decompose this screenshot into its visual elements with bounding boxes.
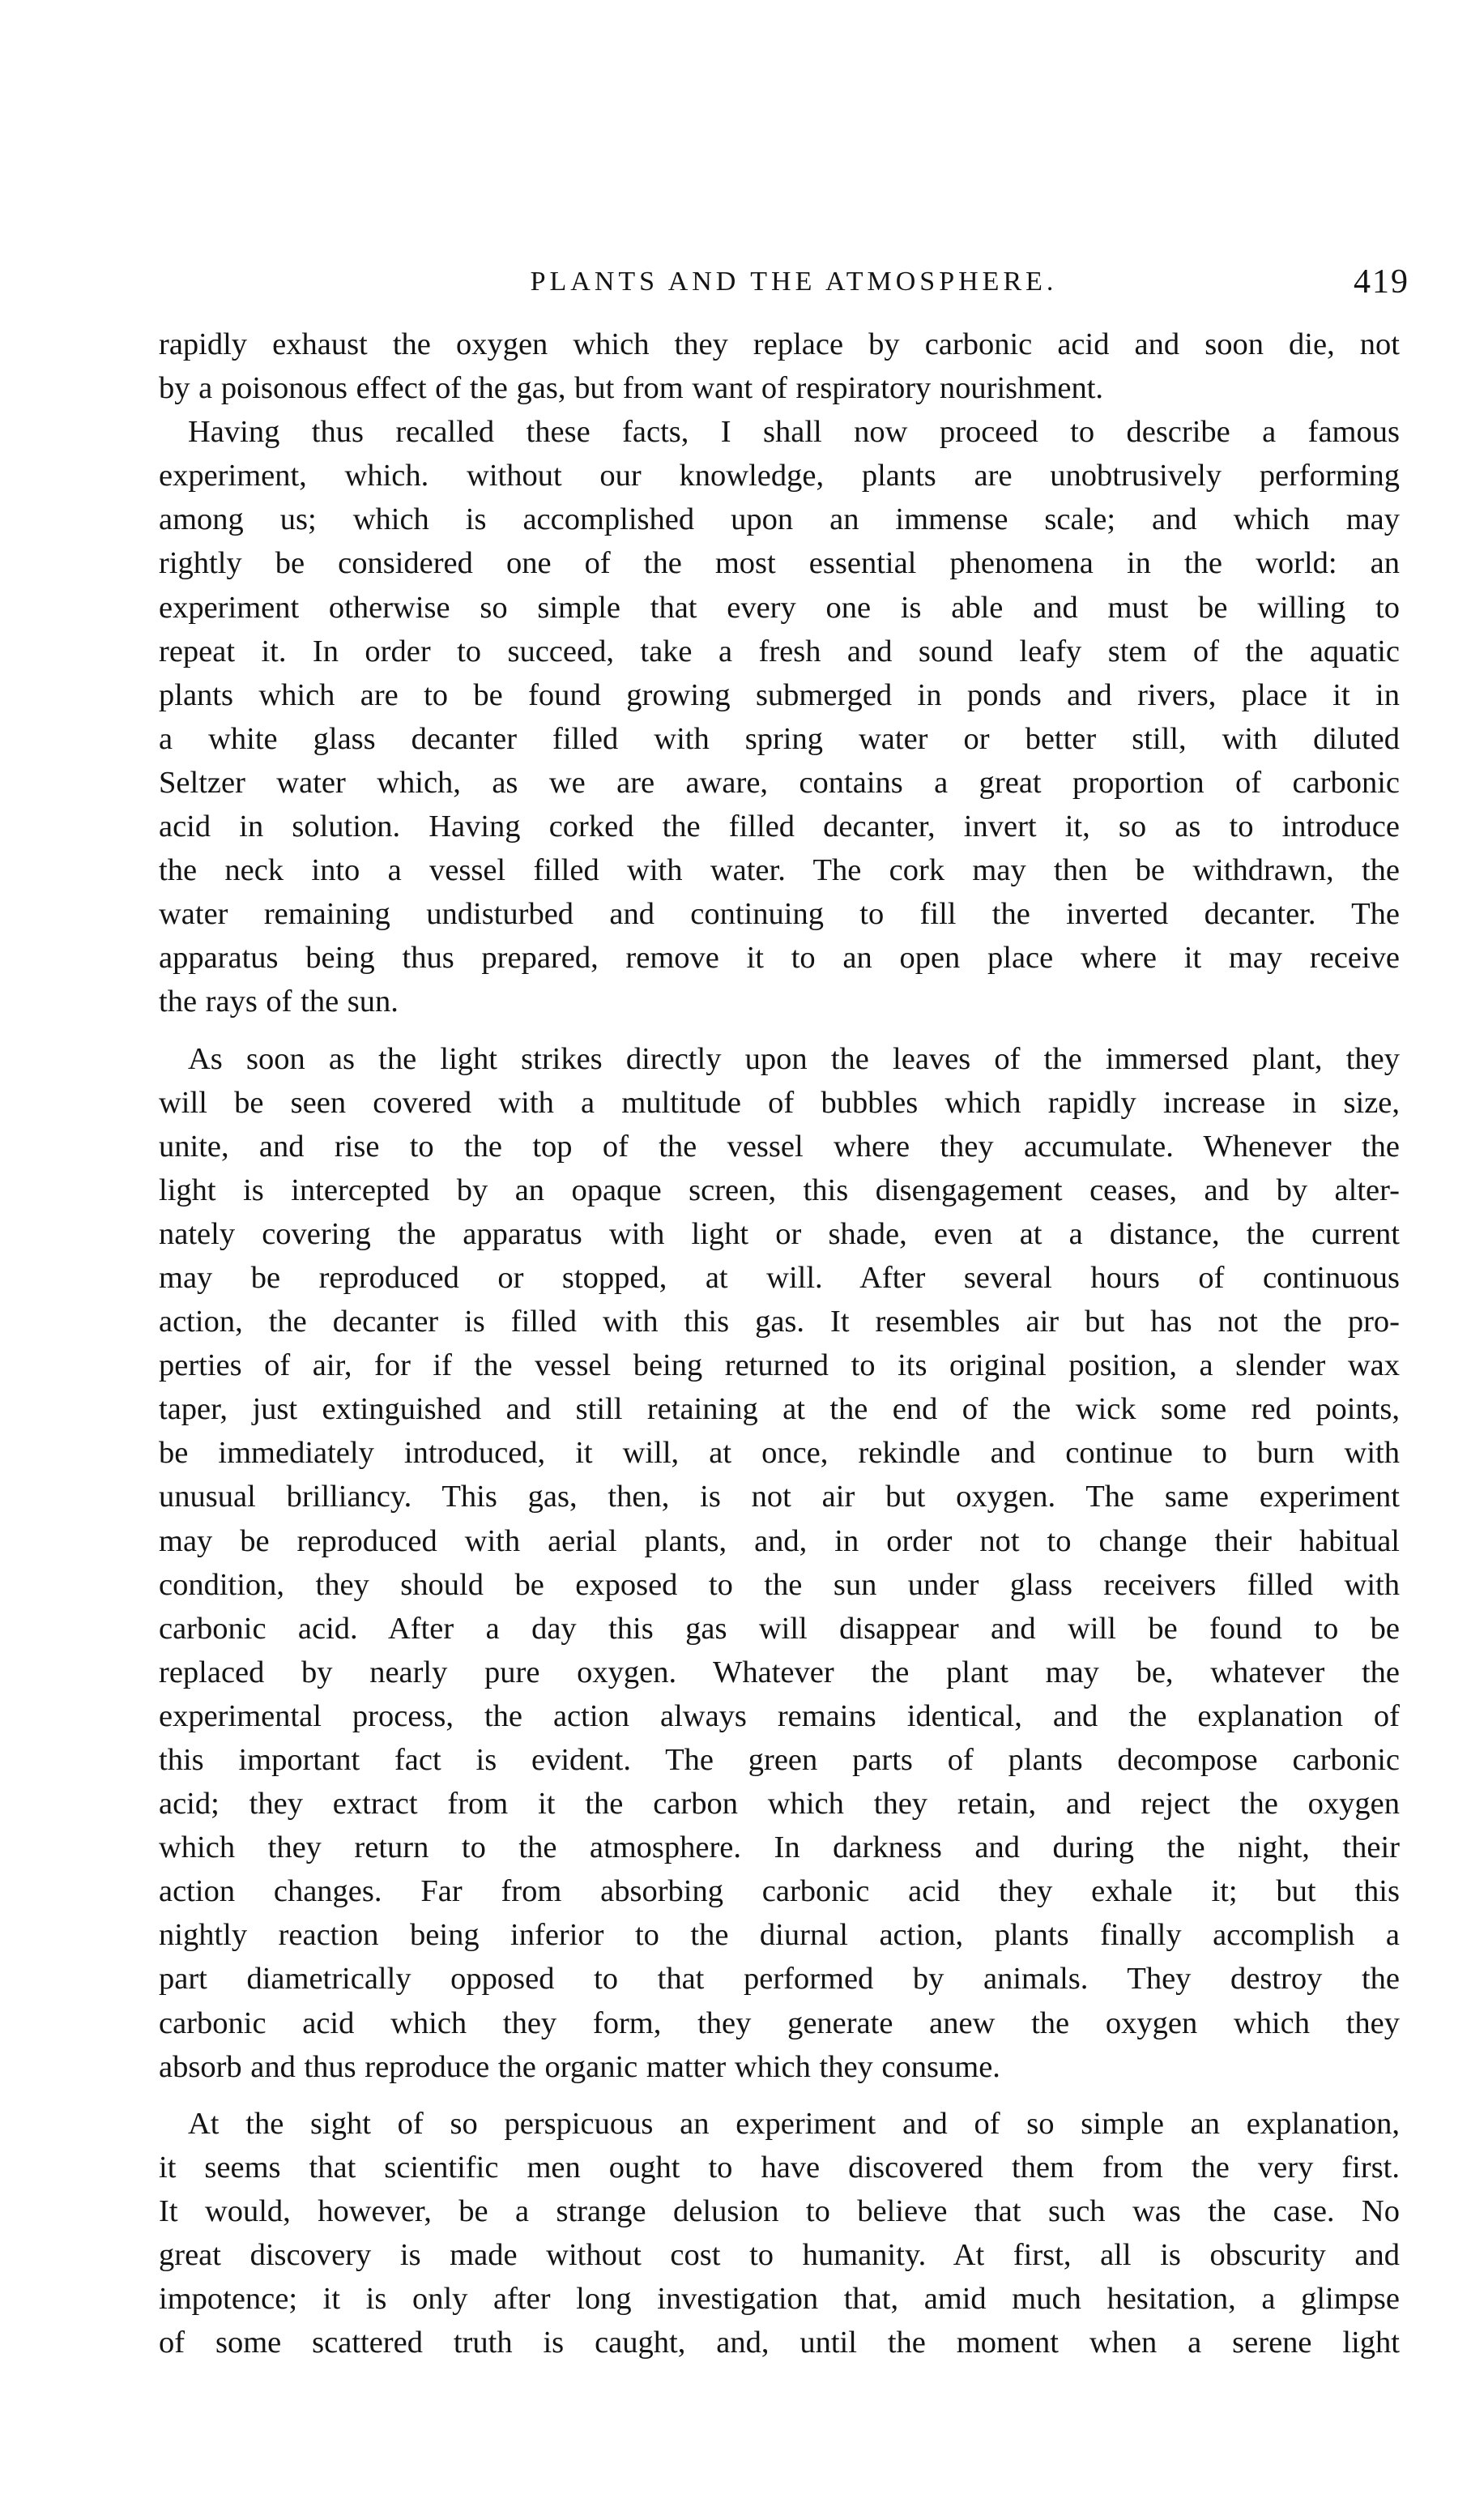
running-title: PLANTS AND THE ATMOSPHERE. <box>530 267 1058 297</box>
text-line: experiment, which. without our knowledge, plants are unobtrusively performing <box>159 459 1400 493</box>
text-line: of some scattered truth is caught, and, until the moment when a serene light <box>159 2326 1400 2360</box>
text-line: be immediately introduced, it will, at once, rekindle and continue to burn with <box>159 1436 1400 1471</box>
text-line: acid in solution. Having corked the filled decanter, invert it, so as to introduce <box>159 809 1400 844</box>
page-number: 419 <box>1354 263 1409 301</box>
text-line: action changes. Far from absorbing carbonic acid they exhale it; but this <box>159 1874 1400 1909</box>
text-line: Having thus recalled these facts, I shall now proceed to describe a famous <box>188 415 1400 450</box>
text-line: the neck into a vessel filled with water. The cork may then be withdrawn, the <box>159 853 1400 888</box>
text-line: which they return to the atmosphere. In darkness and during the night, their <box>159 1830 1400 1865</box>
text-line: acid; they extract from it the carbon which they retain, and reject the oxygen <box>159 1787 1400 1822</box>
text-line: unite, and rise to the top of the vessel where they accumulate. Whenever the <box>159 1129 1400 1164</box>
text-line: carbonic acid which they form, they generate anew the oxygen which they <box>159 2005 1400 2040</box>
text-line: unusual brilliancy. This gas, then, is not air but oxygen. The same experiment <box>159 1480 1400 1514</box>
text-line: rapidly exhaust the oxygen which they replace by carbonic acid and soon die, not <box>159 327 1400 361</box>
text-line: impotence; it is only after long investigation that, amid much hesitation, a glimpse <box>159 2282 1400 2317</box>
text-line: nightly reaction being inferior to the diurnal action, plants finally accomplish a <box>159 1918 1400 1953</box>
text-line: condition, they should be exposed to the sun under glass receivers filled with <box>159 1567 1400 1602</box>
text-line: a white glass decanter filled with spring water or better still, with diluted <box>159 721 1400 756</box>
text-line: experimental process, the action always remains identical, and the explanation of <box>159 1698 1400 1733</box>
text-line: nately covering the apparatus with light or shade, even at a distance, the current <box>159 1216 1400 1251</box>
text-line: among us; which is accomplished upon an immense scale; and which may <box>159 502 1400 537</box>
text-line: may be reproduced or stopped, at will. After several hours of continuous <box>159 1260 1400 1295</box>
text-line: repeat it. In order to succeed, take a fresh and sound leafy stem of the aquatic <box>159 634 1400 668</box>
text-line: experiment otherwise so simple that every one is able and must be willing to <box>159 590 1400 625</box>
text-line: apparatus being thus prepared, remove it to an open place where it may receive <box>159 941 1400 976</box>
running-head <box>162 258 1426 306</box>
paragraph <box>159 410 1400 1023</box>
paragraph <box>159 2102 1400 2365</box>
text-line: Seltzer water which, as we are aware, contains a great proportion of carbonic <box>159 765 1400 800</box>
text-line: absorb and thus reproduce the organic matter which they consume. <box>159 2049 1000 2084</box>
text-line: replaced by nearly pure oxygen. Whatever the plant may be, whatever the <box>159 1655 1400 1689</box>
text-line: may be reproduced with aerial plants, and, in order not to change their habitual <box>159 1523 1400 1558</box>
text-line: plants which are to be found growing submerged in ponds and rivers, place it in <box>159 677 1400 712</box>
text-line: water remaining undisturbed and continuing to fill the inverted decanter. The <box>159 897 1400 932</box>
body-text <box>159 322 1400 2364</box>
text-line: it seems that scientific men ought to have discovered them from the very first. <box>159 2150 1400 2185</box>
text-line: perties of air, for if the vessel being returned to its original position, a slender wax <box>159 1348 1400 1383</box>
text-line: this important fact is evident. The green parts of plants decompose carbonic <box>159 1743 1400 1777</box>
text-line: At the sight of so perspicuous an experiment and of so simple an explanation, <box>188 2106 1400 2141</box>
text-line: by a poisonous effect of the gas, but from want of respiratory nourishment. <box>159 371 1104 406</box>
text-line: great discovery is made without cost to humanity. At first, all is obscurity and <box>159 2238 1400 2273</box>
text-line: light is intercepted by an opaque screen, this disengagement ceases, and by alter- <box>159 1172 1400 1207</box>
text-line: taper, just extinguished and still retaining at the end of the wick some red points, <box>159 1392 1400 1427</box>
paragraph <box>159 322 1400 410</box>
text-line: rightly be considered one of the most essential phenomena in the world: an <box>159 546 1400 581</box>
text-line: As soon as the light strikes directly upon the leaves of the immersed plant, they <box>188 1041 1400 1076</box>
text-line: the rays of the sun. <box>159 985 399 1019</box>
text-line: It would, however, be a strange delusion to believe that such was the case. No <box>159 2193 1400 2228</box>
text-line: action, the decanter is filled with this gas. It resembles air but has not the pro- <box>159 1305 1400 1339</box>
text-line: part diametrically opposed to that performed by animals. They destroy the <box>159 1962 1400 1997</box>
text-line: will be seen covered with a multitude of bubbles which rapidly increase in size, <box>159 1085 1400 1120</box>
paragraph <box>159 1037 1400 2089</box>
text-line: carbonic acid. After a day this gas will disappear and will be found to be <box>159 1611 1400 1646</box>
